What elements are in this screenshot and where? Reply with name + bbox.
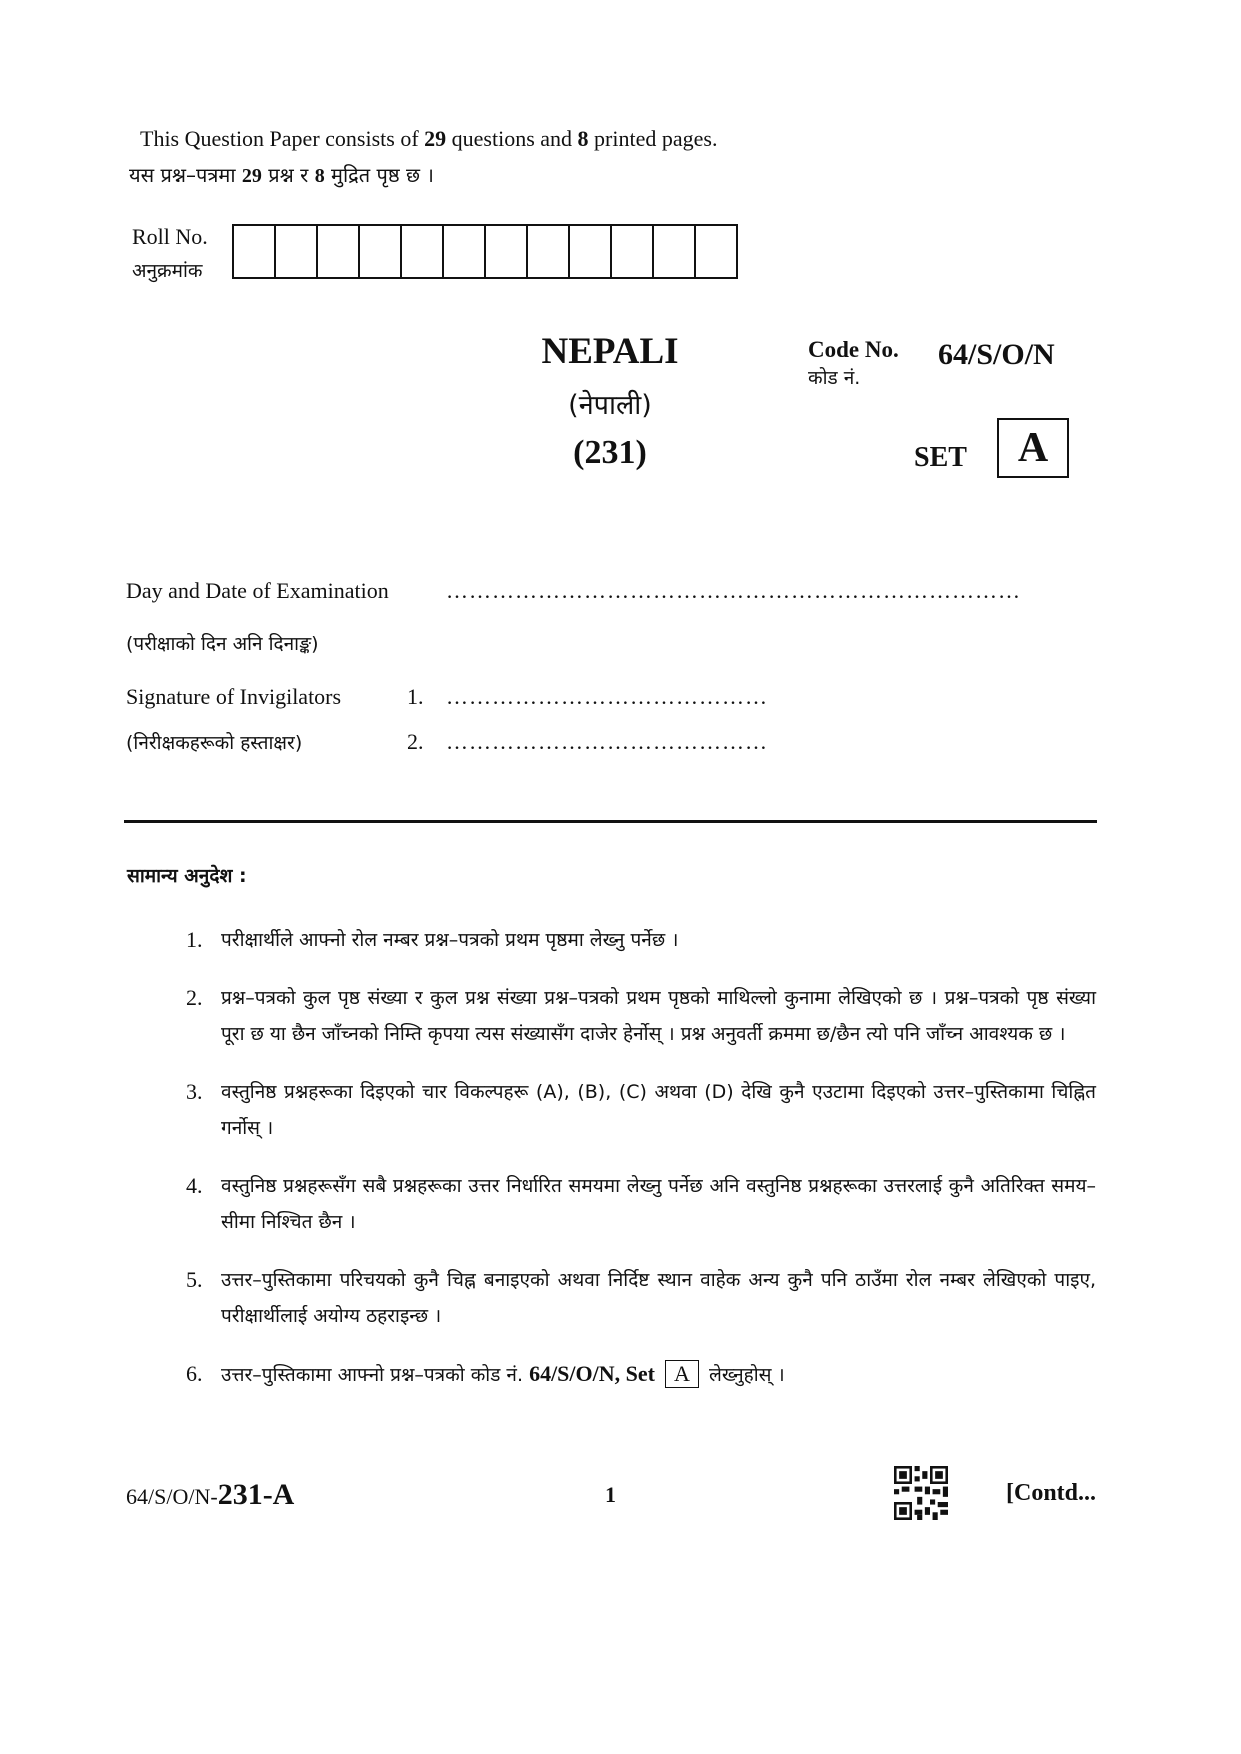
roll-number-digit-box: [568, 224, 612, 279]
roll-number-digit-box: [694, 224, 738, 279]
roll-number-digit-box: [652, 224, 696, 279]
continued-label: [Contd...: [1006, 1480, 1097, 1506]
list-item: 4. वस्तुनिष्ठ प्रश्नहरूसँग सबै प्रश्नहरूका उत्तर निर्धारित समयमा लेख्नु पर्नेछ अनि वस्तुनिष्ठ प्रश्नहरूका उत्तरलाई कुनै अतिरिक्त समय–सीमा निश्चित छैन ।: [186, 1173, 1096, 1233]
instructions-title: सामान्य अनुदेश :: [127, 865, 247, 887]
set-inline-box: A: [665, 1360, 699, 1388]
list-item: 3. वस्तुनिष्ठ प्रश्नहरूका दिइएको चार विकल्पहरू (A), (B), (C) अथवा (D) देखि कुनै एउटामा दिइएको उत्तर–पुस्तिकामा चिह्नित गर्नोस् ।: [186, 1079, 1096, 1139]
signature-2-number: 2.: [407, 729, 424, 754]
roll-number-digit-box: [274, 224, 318, 279]
code-number-label: Code No. कोड नं.: [808, 337, 899, 389]
signature-1-number: 1.: [407, 684, 424, 709]
list-item: 5. उत्तर–पुस्तिकामा परिचयको कुनै चिह्न बनाइएको अथवा निर्दिष्ट स्थान वाहेक अन्य कुनै पनि ठाउँमा रोल नम्बर लेखिएको पाइए, परीक्षार्थीलाई अयोग्य ठहराइन्छ ।: [186, 1267, 1096, 1327]
invigilator-signature-label: Signature of Invigilators: [126, 684, 342, 709]
instructions-list: [186, 922, 1096, 1415]
pages-info-english: This Question Paper consists of 29 questions and 8 printed pages.: [140, 126, 718, 151]
code-number-value: 64/S/O/N: [938, 338, 1055, 371]
set-box: A: [997, 418, 1069, 478]
list-item: 1. परीक्षार्थीले आफ्नो रोल नम्बर प्रश्न–पत्रको प्रथम पृष्ठमा लेख्नु पर्नेछ ।: [186, 927, 679, 952]
exam-date-field: …………………………………………………………………: [446, 578, 1021, 603]
roll-number-label: Roll No. अनुक्रमांक: [132, 224, 208, 282]
roll-number-digit-box: [484, 224, 528, 279]
qr-code-icon: [894, 1466, 948, 1520]
roll-number-digit-box: [400, 224, 444, 279]
list-item: 2. प्रश्न–पत्रको कुल पृष्ठ संख्या र कुल प्रश्न संख्या प्रश्न–पत्रको प्रथम पृष्ठको माथिल्लो कुनामा लेखिएको छ । प्रश्न–पत्रको पृष्ठ संख्या पूरा छ या छैन जाँच्नको निम्ति कृपया त्यस संख्यासँग दाजेर हेर्नोस् । प्रश्न अनुवर्ती क्रममा छ/छैन त्यो पनि जाँच्न आवश्यक छ ।: [186, 985, 1096, 1045]
roll-number-digit-box: [316, 224, 360, 279]
roll-number-digit-box: [358, 224, 402, 279]
subject-name: NEPALI: [541, 331, 679, 372]
page-number: 1: [605, 1482, 616, 1507]
roll-number-digit-box: [610, 224, 654, 279]
exam-date-label: Day and Date of Examination: [126, 578, 389, 603]
signature-2-field: ……………………………………: [446, 729, 768, 754]
set-label: SET: [914, 442, 967, 473]
invigilator-signature-label-nepali: (निरीक्षकहरूको हस्ताक्षर): [126, 732, 303, 754]
roll-number-digit-box: [232, 224, 276, 279]
subject-code: (231): [573, 434, 647, 471]
section-divider: [124, 820, 1097, 823]
roll-number-boxes: [234, 224, 738, 279]
roll-number-digit-box: [526, 224, 570, 279]
subject-title: [530, 330, 690, 472]
signature-1-field: ……………………………………: [446, 684, 768, 709]
roll-number-digit-box: [442, 224, 486, 279]
pages-info-nepali: यस प्रश्न–पत्रमा 29 प्रश्न र 8 मुद्रित पृष्ठ छ ।: [129, 163, 435, 187]
footer-paper-code: 64/S/O/N-231-A: [126, 1478, 295, 1511]
subject-name-nepali: (नेपाली): [568, 390, 652, 421]
exam-date-label-nepali: (परीक्षाको दिन अनि दिनाङ्क): [126, 633, 319, 655]
list-item: 6. उत्तर–पुस्तिकामा आफ्नो प्रश्न–पत्रको कोड नं. 64/S/O/N, Set A लेख्नुहोस् ।: [186, 1361, 785, 1386]
